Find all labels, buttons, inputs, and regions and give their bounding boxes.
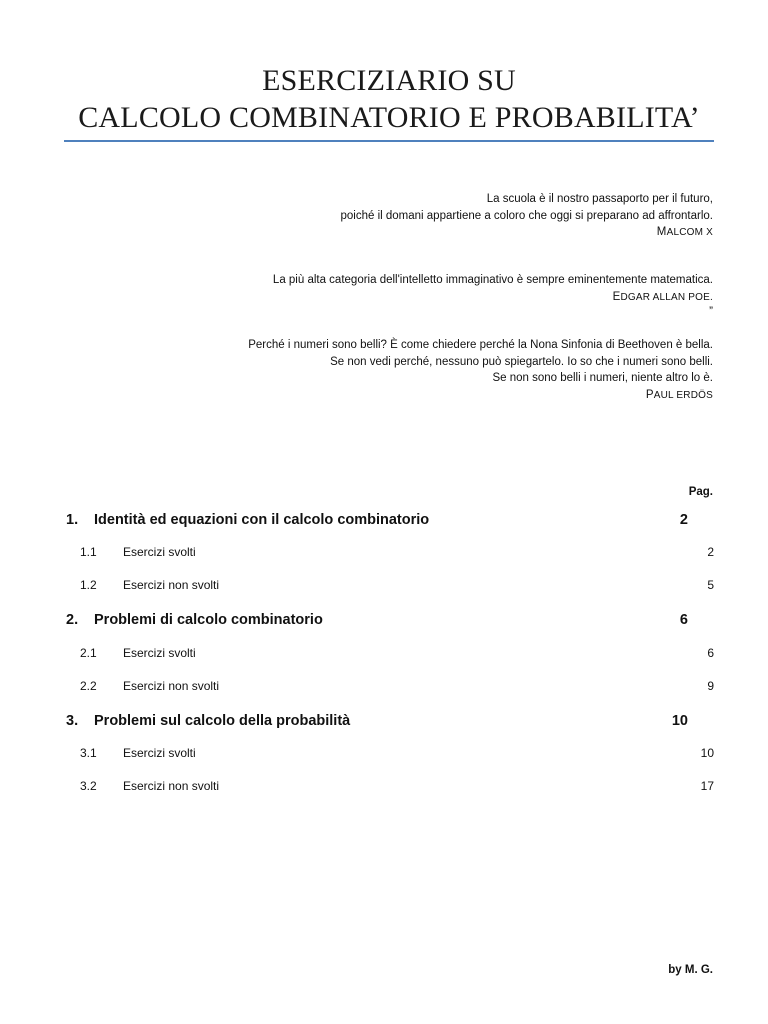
toc-subsection-number: 3.2 xyxy=(80,779,97,793)
toc-section-number: 1. xyxy=(66,512,79,528)
quote-poe xyxy=(93,272,713,318)
toc-subsection-title: Esercizi non svolti xyxy=(123,679,220,693)
quote-line: Se non sono belli i numeri, niente altro lo è. xyxy=(492,372,713,384)
toc-section-page: 2 xyxy=(679,512,688,528)
title-line-2: CALCOLO COMBINATORIO E PROBABILITA’ xyxy=(78,101,700,134)
toc-subsection-number: 2.1 xyxy=(80,646,97,660)
toc-subsection-title: Esercizi svolti xyxy=(123,646,196,660)
toc-section-page: 10 xyxy=(671,713,688,729)
toc-section-title: Problemi di calcolo combinatorio xyxy=(94,612,323,628)
document-title xyxy=(64,62,714,136)
toc-section-title: Problemi sul calcolo della probabilità xyxy=(94,713,351,729)
toc-subsection-title: Esercizi svolti xyxy=(123,746,196,760)
toc-subsection-page: 2 xyxy=(707,545,714,559)
toc-page-header: Pag. xyxy=(688,486,713,498)
toc-subsection-page: 9 xyxy=(707,679,714,693)
title-line-1: ESERCIZIARIO SU xyxy=(262,64,516,97)
toc-subsection-title: Esercizi svolti xyxy=(123,545,196,559)
toc-section-page: 6 xyxy=(679,612,688,628)
quote-erdos xyxy=(93,337,713,404)
quote-closing-mark: ” xyxy=(709,306,713,318)
toc-subsection-number: 1.1 xyxy=(80,545,97,559)
toc-subsection-number: 3.1 xyxy=(80,746,97,760)
quote-line: La scuola è il nostro passaporto per il futuro, xyxy=(486,193,713,205)
toc-subsection-title: Esercizi non svolti xyxy=(123,779,220,793)
quote-malcom-x xyxy=(93,191,713,242)
quote-author: PAUL ERDÖS xyxy=(645,388,713,401)
quote-author: MALCOM X xyxy=(656,226,713,238)
toc-subsection-title: Esercizi non svolti xyxy=(123,578,220,592)
quote-author: EDGAR ALLAN POE. xyxy=(612,290,713,303)
toc-subsection-page: 6 xyxy=(707,646,714,660)
quote-line: poiché il domani appartiene a coloro che oggi si preparano ad affrontarlo. xyxy=(340,209,713,222)
quote-line: Perché i numeri sono belli? È come chiedere perché la Nona Sinfonia di Beethoven è bella. xyxy=(248,339,713,351)
toc-section-title: Identità ed equazioni con il calcolo combinatorio xyxy=(94,512,430,528)
author-signature: by M. G. xyxy=(668,964,713,976)
toc-subsection-number: 1.2 xyxy=(80,578,97,592)
toc-section-number: 3. xyxy=(66,713,79,729)
quote-line: La più alta categoria dell'intelletto immaginativo è sempre eminentemente matematica. xyxy=(272,274,713,286)
toc-section-number: 2. xyxy=(66,612,79,628)
quote-line: Se non vedi perché, nessuno può spiegartelo. Io so che i numeri sono belli. xyxy=(330,355,713,368)
toc-subsection-page: 5 xyxy=(707,578,714,592)
toc-subsection-page: 10 xyxy=(700,746,714,760)
toc-subsection-number: 2.2 xyxy=(80,679,97,693)
title-divider xyxy=(64,140,714,142)
toc-subsection-page: 17 xyxy=(700,779,714,793)
